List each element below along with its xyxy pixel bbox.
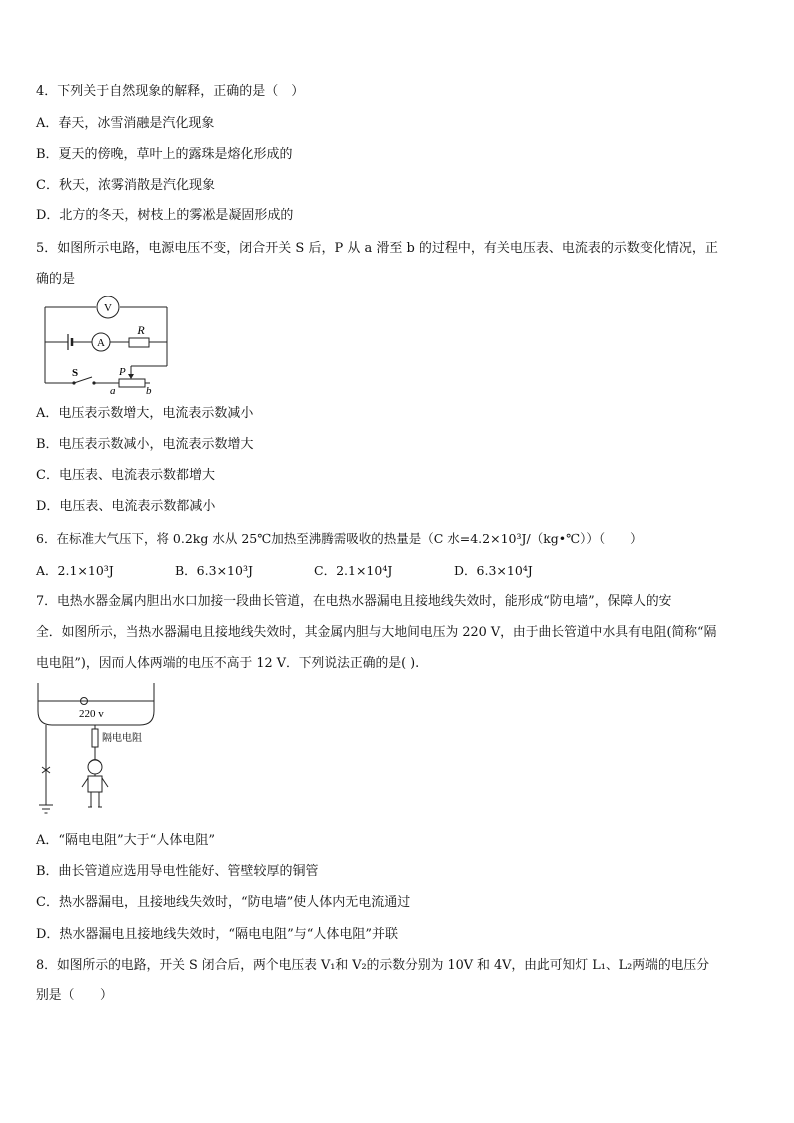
voltage-label: 220 v xyxy=(79,708,104,720)
q4-option-a: A．春天，冰雪消融是汽化现象 xyxy=(36,116,215,131)
q7-option-a: A．“隔电电阻”大于“人体电阻” xyxy=(36,833,215,848)
q7-option-d: D．热水器漏电且接地线失效时，“隔电电阻”与“人体电阻”并联 xyxy=(36,927,399,942)
q5-option-c: C．电压表、电流表示数都增大 xyxy=(36,468,215,483)
q4-stem: 4．下列关于自然现象的解释，正确的是（ ） xyxy=(36,84,305,99)
q7-stem-line3: 电电阻”)，因而人体两端的电压不高于 12 V．下列说法正确的是( ). xyxy=(36,656,420,671)
q7-option-c: C．热水器漏电，且接地线失效时，“防电墙”使人体内无电流通过 xyxy=(36,895,411,910)
q4-option-d: D．北方的冬天，树枝上的雾凇是凝固形成的 xyxy=(36,208,294,223)
voltmeter-label: V xyxy=(104,302,112,314)
q6-stem: 6．在标准大气压下，将 0.2kg 水从 25℃加热至沸腾需吸收的热量是（C 水=4.2×10³J/（kg•℃））（ ） xyxy=(36,531,643,546)
q8-stem-line2: 别是（ ） xyxy=(36,988,113,1003)
q4-option-b: B．夏天的傍晚，草叶上的露珠是熔化形成的 xyxy=(36,147,293,162)
resistor-r-icon xyxy=(129,338,149,347)
slider-label: P xyxy=(119,366,126,378)
rheostat-icon xyxy=(119,379,145,387)
q5-option-b: B．电压表示数减小，电流表示数增大 xyxy=(36,437,254,452)
q5-option-a: A．电压表示数增大，电流表示数减小 xyxy=(36,406,254,421)
q6-option-b: B．6.3×10³J xyxy=(175,563,253,578)
q5-option-d: D．电压表、电流表示数都减小 xyxy=(36,499,216,514)
q6-option-a: A．2.1×10³J xyxy=(36,563,114,578)
q7-stem-line1: 7．电热水器金属内胆出水口加接一段曲长管道，在电热水器漏电且接地线失效时，能形成“防电墙”，保障人的安 xyxy=(36,594,672,609)
isolation-resistor-label: 隔电电阻 xyxy=(102,733,142,744)
end-a-label: a xyxy=(110,385,116,396)
isolation-resistor-icon xyxy=(92,729,98,747)
q8-stem-line1: 8．如图所示的电路，开关 S 闭合后，两个电压表 V₁和 V₂的示数分别为 10V 和 4V，由此可知灯 L₁、L₂两端的电压分 xyxy=(36,958,710,973)
person-icon xyxy=(82,760,108,808)
q7-stem-line2: 全．如图所示，当热水器漏电且接地线失效时，其金属内胆与大地间电压为 220 V，由于曲长管道中水具有电阻(简称“隔 xyxy=(36,625,717,640)
q5-stem-line2: 确的是 xyxy=(36,272,76,287)
resistor-label: R xyxy=(137,323,145,337)
switch-label: S xyxy=(72,367,79,379)
end-b-label: b xyxy=(146,385,152,396)
q7-option-b: B．曲长管道应选用导电性能好、管壁较厚的铜管 xyxy=(36,864,319,879)
q5-stem-line1: 5．如图所示电路，电源电压不变，闭合开关 S 后，P 从 a 滑至 b 的过程中，有关电压表、电流表的示数变化情况，正 xyxy=(36,241,718,256)
ammeter-label: A xyxy=(97,337,105,349)
q5-circuit-diagram xyxy=(40,296,175,396)
q6-option-d: D．6.3×10⁴J xyxy=(454,563,533,578)
q6-option-c: C．2.1×10⁴J xyxy=(314,563,393,578)
q4-option-c: C．秋天，浓雾消散是汽化现象 xyxy=(36,178,215,193)
q7-water-heater-diagram xyxy=(36,683,166,818)
